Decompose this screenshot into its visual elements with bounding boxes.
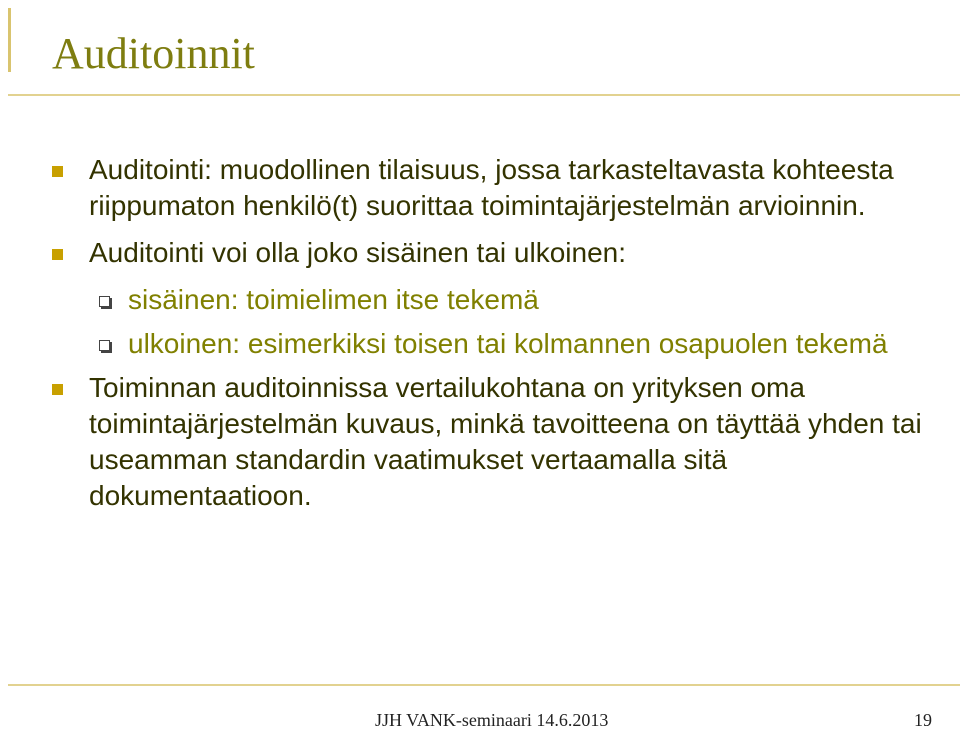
title-divider xyxy=(8,94,960,96)
footer-text: JJH VANK-seminaari 14.6.2013 xyxy=(375,710,609,730)
slide-body xyxy=(48,152,928,525)
square-bullet-icon xyxy=(52,249,63,260)
footer-divider xyxy=(8,684,960,686)
checkbox-bullet-icon xyxy=(99,340,110,351)
page-number: 19 xyxy=(914,710,932,730)
bullet-item xyxy=(48,370,928,514)
square-bullet-icon xyxy=(52,166,63,177)
slide-title: Auditoinnit xyxy=(52,29,255,78)
bullet-text: Toiminnan auditoinnissa vertailukohtana on yrityksen oma toimintajärjestelmän kuvaus, minkä tavoitteena on täyttää yhden tai useamman standardin vaatimukset vertaamalla sitä dokumentaatioon. xyxy=(89,372,922,511)
sub-bullet-text: ulkoinen: esimerkiksi toisen tai kolmannen osapuolen tekemä xyxy=(128,328,888,359)
bullet-item xyxy=(48,235,928,271)
sub-bullet-item xyxy=(48,282,928,318)
bullet-item xyxy=(48,152,928,224)
bullet-text: Auditointi voi olla joko sisäinen tai ulkoinen: xyxy=(89,237,626,268)
square-bullet-icon xyxy=(52,384,63,395)
left-accent-line xyxy=(8,8,11,72)
sub-bullet-item xyxy=(48,326,928,362)
sub-bullet-text: sisäinen: toimielimen itse tekemä xyxy=(128,284,539,315)
bullet-text: Auditointi: muodollinen tilaisuus, jossa tarkasteltavasta kohteesta riippumaton henkilö(t) suorittaa toimintajärjestelmän arvioinnin. xyxy=(89,154,894,221)
checkbox-bullet-icon xyxy=(99,296,110,307)
